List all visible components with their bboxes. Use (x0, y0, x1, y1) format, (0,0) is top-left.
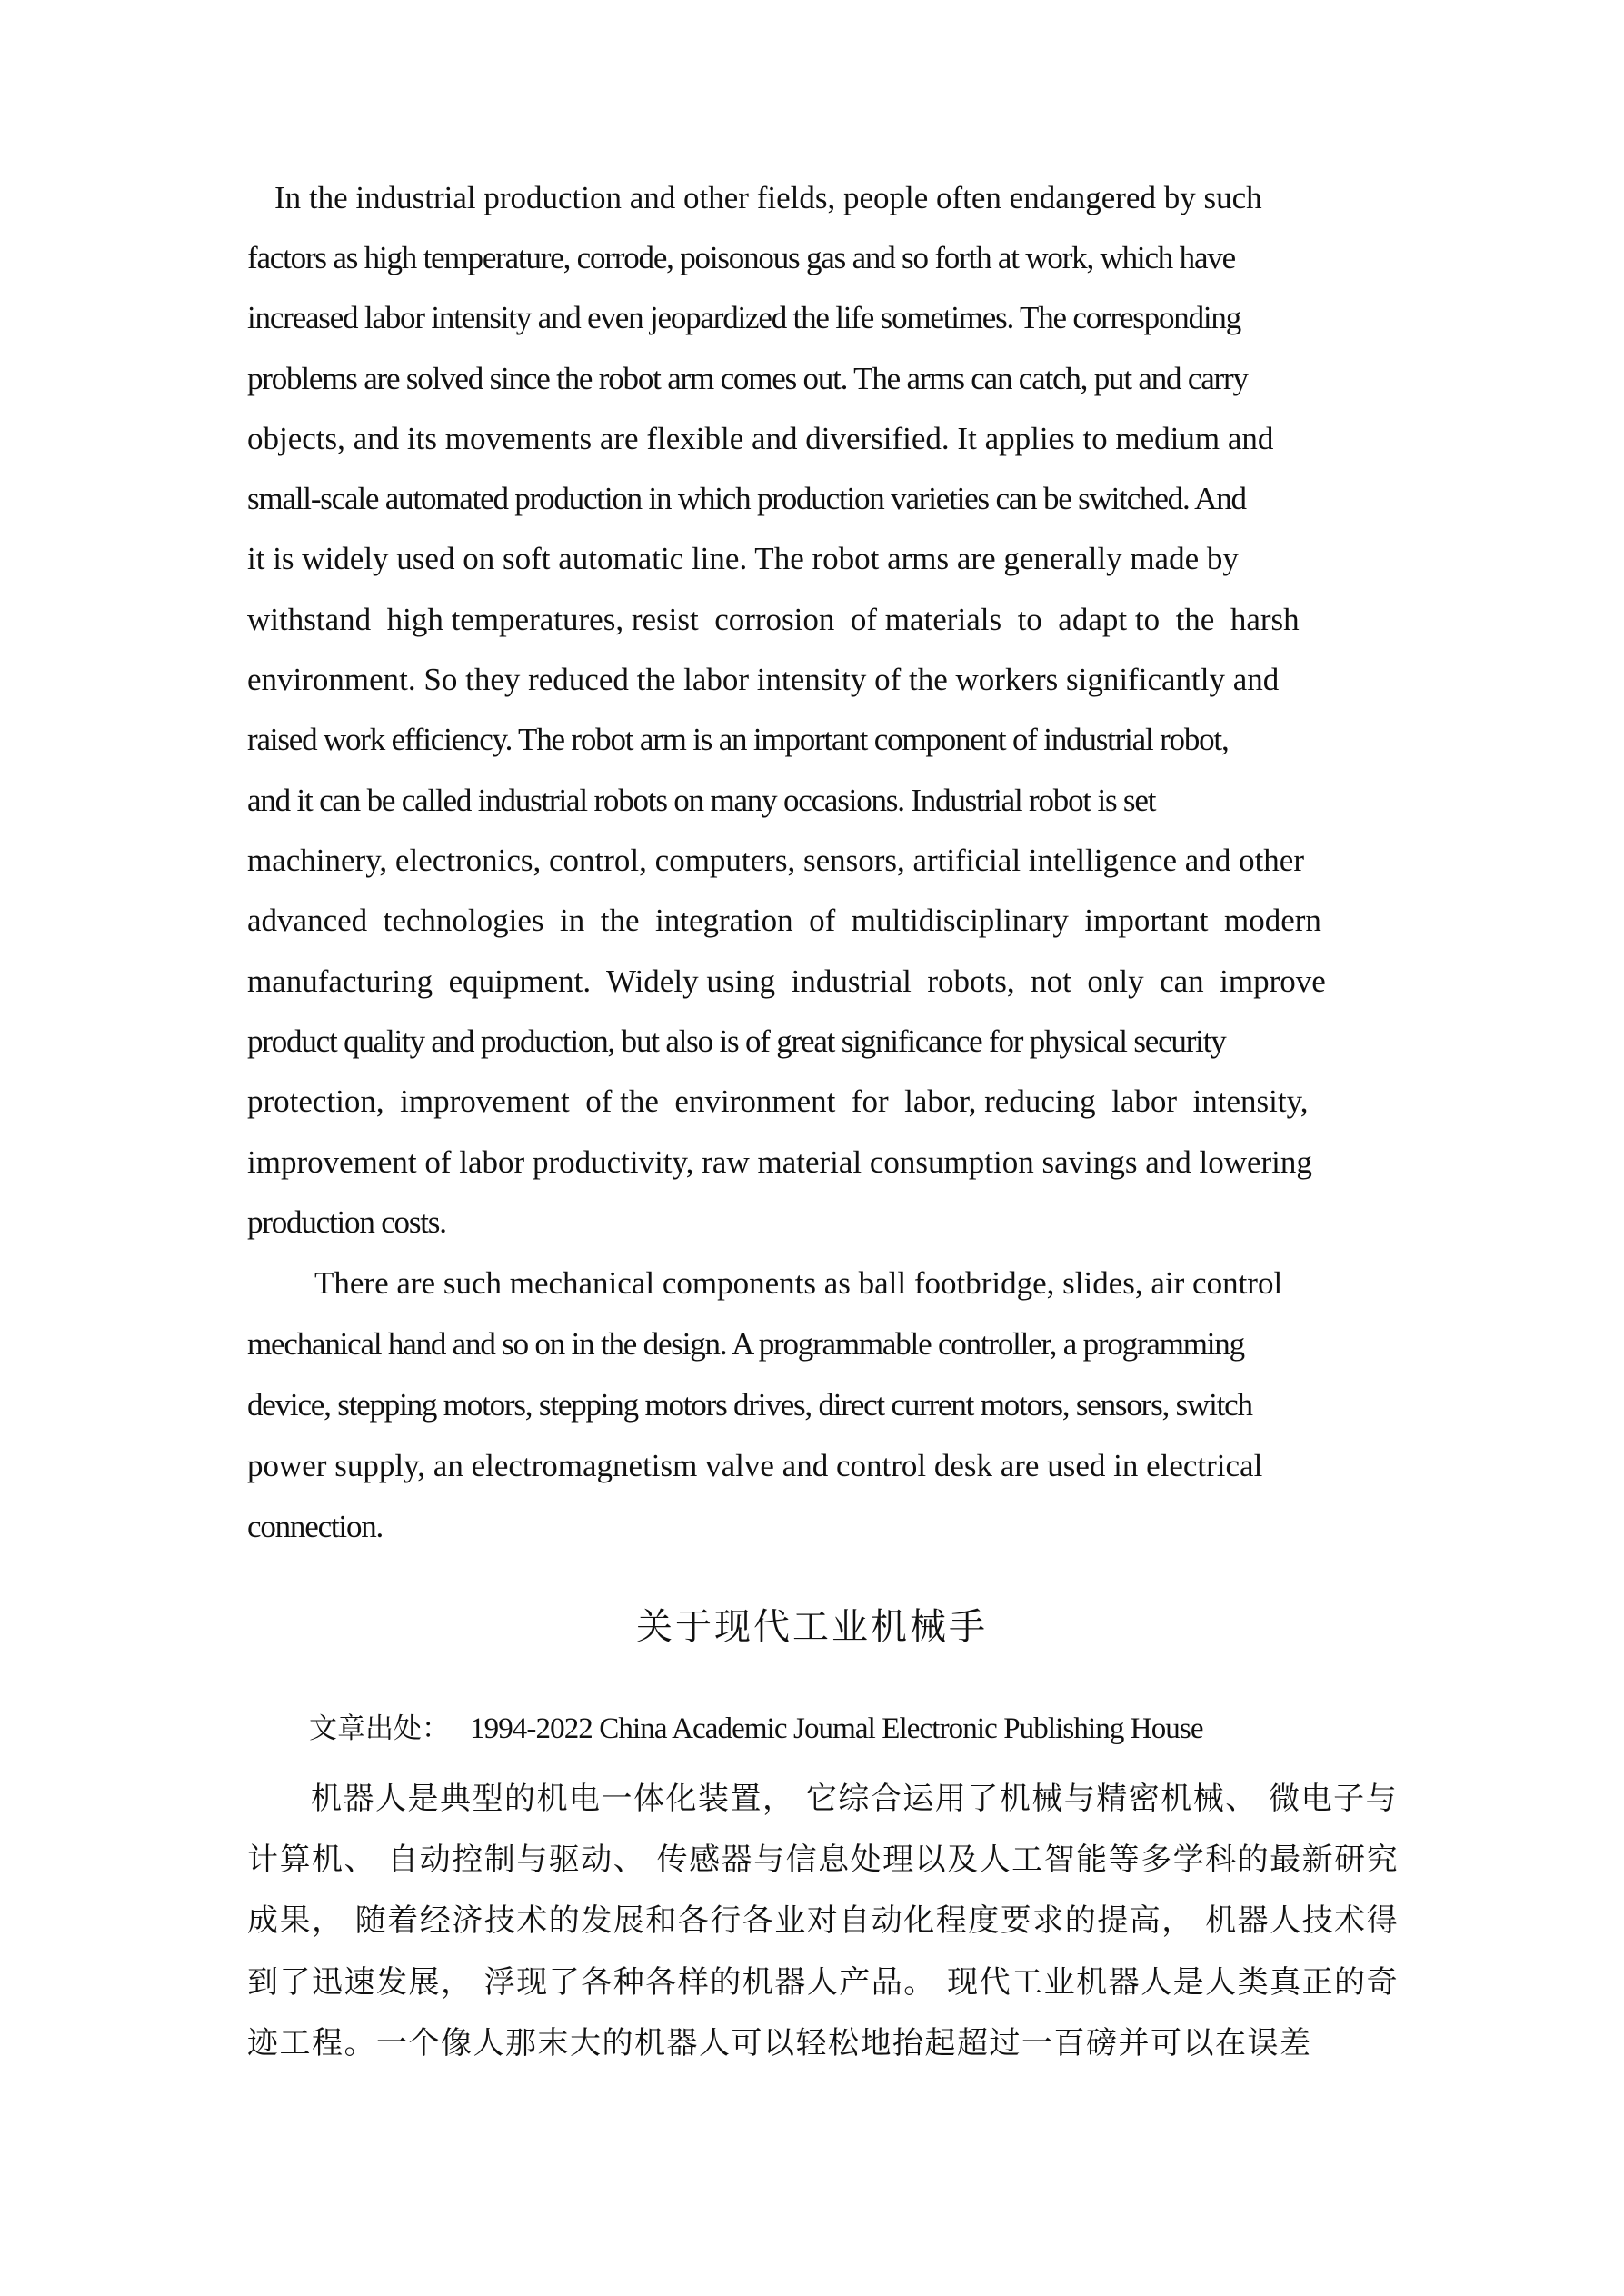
english-line-20: mechanical hand and so on in the design. A programmable controller, a programming (247, 1326, 1244, 1362)
english-line-15: product quality and production, but also is of great significance for physical security (247, 1023, 1226, 1059)
chinese-line-5: 迹工程。一个像人那末大的机器人可以轻松地抬起超过一百磅并可以在误差 (247, 2025, 1312, 2061)
english-line-6: small-scale automated production in which production varieties can be switched. And (247, 481, 1246, 516)
english-line-18: production costs. (247, 1204, 446, 1240)
chinese-line-3: 成果， 随着经济技术的发展和各行各业对自动化程度要求的提高， 机器人技术得 (247, 1902, 1400, 1939)
english-line-7: it is widely used on soft automatic line. The robot arms are generally made by (247, 541, 1239, 576)
english-line-8: withstand high temperatures, resist corrosion of materials to adapt to the harsh (247, 602, 1300, 637)
source-value: 1994-2022 China Academic Joumal Electronic Publishing House (470, 1712, 1203, 1745)
article-source (309, 1709, 1400, 1749)
english-line-19: There are such mechanical components as ball footbridge, slides, air control (314, 1265, 1283, 1301)
english-line-3: increased labor intensity and even jeopardized the life sometimes. The corresponding (247, 300, 1241, 335)
english-line-17: improvement of labor productivity, raw material consumption savings and lowering (247, 1144, 1312, 1180)
source-label: 文章出处： (309, 1712, 450, 1745)
english-line-2: factors as high temperature, corrode, poisonous gas and so forth at work, which have (247, 240, 1235, 275)
english-line-14: manufacturing equipment. Widely using industrial robots, not only can improve (247, 963, 1326, 999)
chinese-line-2: 计算机、 自动控制与驱动、 传感器与信息处理以及人工智能等多学科的最新研究 (247, 1842, 1400, 1878)
english-line-5: objects, and its movements are flexible and diversified. It applies to medium and (247, 421, 1274, 456)
english-line-22: power supply, an electromagnetism valve and control desk are used in electrical (247, 1448, 1263, 1483)
chinese-line-1: 机器人是典型的机电一体化装置， 它综合运用了机械与精密机械、 微电子与 (311, 1781, 1399, 1817)
chinese-line-4: 到了迅速发展， 浮现了各种各样的机器人产品。 现代工业机器人是人类真正的奇 (247, 1964, 1400, 2001)
english-line-13: advanced technologies in the integration of multidisciplinary important modern (247, 903, 1321, 938)
english-line-9: environment. So they reduced the labor intensity of the workers significantly and (247, 662, 1280, 697)
english-line-10: raised work efficiency. The robot arm is an important component of industrial robot, (247, 722, 1229, 757)
english-line-11: and it can be called industrial robots on many occasions. Industrial robot is set (247, 783, 1156, 818)
english-line-16: protection, improvement of the environment for labor, reducing labor intensity, (247, 1083, 1309, 1119)
english-line-1: In the industrial production and other fields, people often endangered by such (274, 180, 1262, 215)
english-line-4: problems are solved since the robot arm comes out. The arms can catch, put and carry (247, 361, 1248, 396)
english-line-23: connection. (247, 1509, 384, 1544)
english-line-12: machinery, electronics, control, computers, sensors, artificial intelligence and other (247, 843, 1304, 878)
section-title: 关于现代工业机械手 (636, 1606, 988, 1648)
english-line-21: device, stepping motors, stepping motors drives, direct current motors, sensors, switch (247, 1387, 1252, 1423)
